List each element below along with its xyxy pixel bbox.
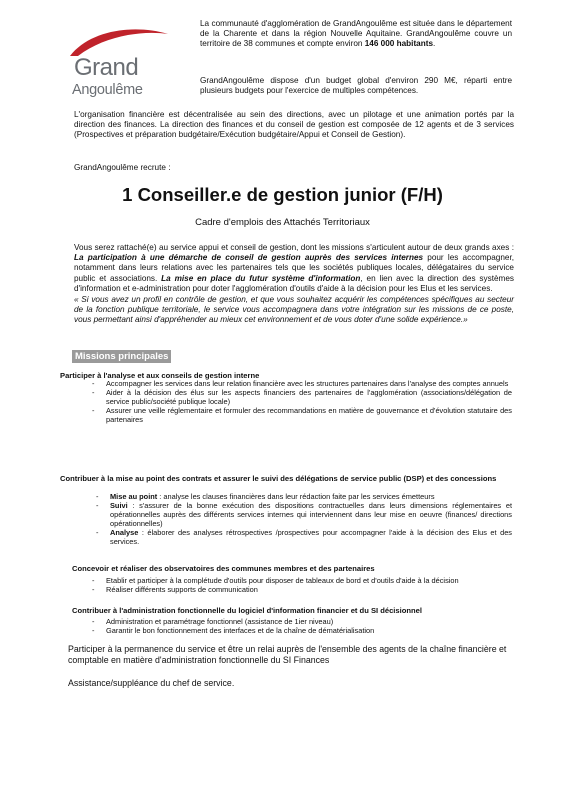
list-item: - Assurer une veille réglementaire et formuler des recommandations en matière de gouvernance et d'évolution statutaire des partenaires (92, 405, 512, 424)
section-heading-missions: Missions principales (72, 350, 171, 363)
list-item: - Garantir le bon fonctionnement des interfaces et de la chaîne de dématérialisation (92, 625, 375, 635)
list-item: - Aider à la décision des élus sur les aspects financiers des partenaires de l'agglomération (associations/délégation de service public/société publique locale) (92, 387, 512, 406)
logo-text-grand: Grand (74, 54, 139, 81)
recruiting-line: GrandAngoulême recrute : (74, 163, 171, 172)
list-item: - Réaliser différents supports de communication (92, 584, 258, 594)
group3-list (92, 577, 512, 595)
group2-heading: Contribuer à la mise au point des contrats et assurer le suivi des délégations de service public (DSP) et des concessions (60, 474, 497, 483)
group2-list (96, 493, 512, 546)
list-item: - Analyse : élaborer des analyses rétrospectives /prospectives pour accompagner l'aide à la décision des Elus et des services. (96, 527, 512, 546)
list-item: - Suivi : s'assurer de la bonne exécution des dispositions contractuelles dans leurs dimensions réglementaires et opérationnelles auprès des différents services internes qui interviennent dans leur mise en oeuvre (finances/ directions opérationnelles) (96, 500, 512, 528)
organisation-paragraph: L'organisation financière est décentralisée au sein des directions, avec un pilotage et une animation portés par la direction des finances. La direction des finances et du conseil de gestion est composée de 12 agents et de 3 services (Prospectives et préparation budgétaire/Exécution budgétaire/Appui et Conseil de Gestion). (74, 110, 514, 140)
group1-list (92, 380, 512, 425)
mission-paragraph: Vous serez rattaché(e) au service appui et conseil de gestion, dont les missions s'articulent autour de deux grands axes : La participation à une démarche de conseil de gestion auprès des services internes pour les accompagner, notamment dans leurs relations avec les partenaires tels que les sociétés publiques locales, délégataires du service public et associations. La mise en place du futur système d'information, en lien avec la direction des systèmes d'information et e-administration pour doter l'agglomération d'outils d'aide à la décision pour les Elus et les services. (74, 243, 514, 293)
job-title: 1 Conseiller.e de gestion junior (F/H) (122, 184, 443, 205)
permanence-paragraph: Participer à la permanence du service et être un relai auprès de l'ensemble des agents de la chaîne financière et comptable en matière d'administration fonctionnelle du SI Finances (68, 644, 507, 665)
group4-list (92, 618, 512, 636)
intro-paragraph-2: GrandAngoulême dispose d'un budget global d'environ 290 M€, réparti entre plusieurs budgets pour l'exercice de multiples compétences. (200, 76, 512, 96)
quote-paragraph: « Si vous avez un profil en contrôle de gestion, et que vous souhaitez acquérir les compétences spécifiques au secteur de la fonction publique territoriale, le service vous accompagnera dans votre intégration sur les missions de ce poste, vous permettant ainsi d'appréhender au mieux cet environnement et de vous doter d'une solide expérience.» (74, 295, 514, 325)
intro-paragraph-1: La communauté d'agglomération de GrandAngoulême est située dans le département de la Charente et dans la région Nouvelle Aquitaine. GrandAngoulême couvre un territoire de 38 communes et compte environ 146 000 habitants. (200, 19, 512, 49)
job-subtitle: Cadre d'emplois des Attachés Territoriaux (195, 217, 370, 228)
list-item: - Administration et paramétrage fonctionnel (assistance de 1ier niveau) (92, 617, 334, 626)
group1-heading: Participer à l'analyse et aux conseils de gestion interne (60, 371, 260, 380)
list-item: - Mise au point : analyse les clauses financières dans leur rédaction faite par les services émetteurs (96, 492, 435, 501)
list-item: - Etablir et participer à la complétude d'outils pour disposer de tableaux de bord et d'outils d'aide à la décision (92, 576, 459, 585)
group4-heading: Contribuer à l'administration fonctionnelle du logiciel d'information financier et du SI décisionnel (72, 606, 423, 615)
assistance-paragraph: Assistance/suppléance du chef de service. (68, 678, 235, 688)
group3-heading: Concevoir et réaliser des observatoires des communes membres et des partenaires (72, 564, 375, 573)
logo-text-angouleme: Angoulême (72, 82, 143, 98)
list-item: - Accompagner les services dans leur relation financière avec les structures partenaires dans l'analyse des comptes annuels (92, 379, 509, 388)
grandangouleme-logo (64, 22, 176, 108)
